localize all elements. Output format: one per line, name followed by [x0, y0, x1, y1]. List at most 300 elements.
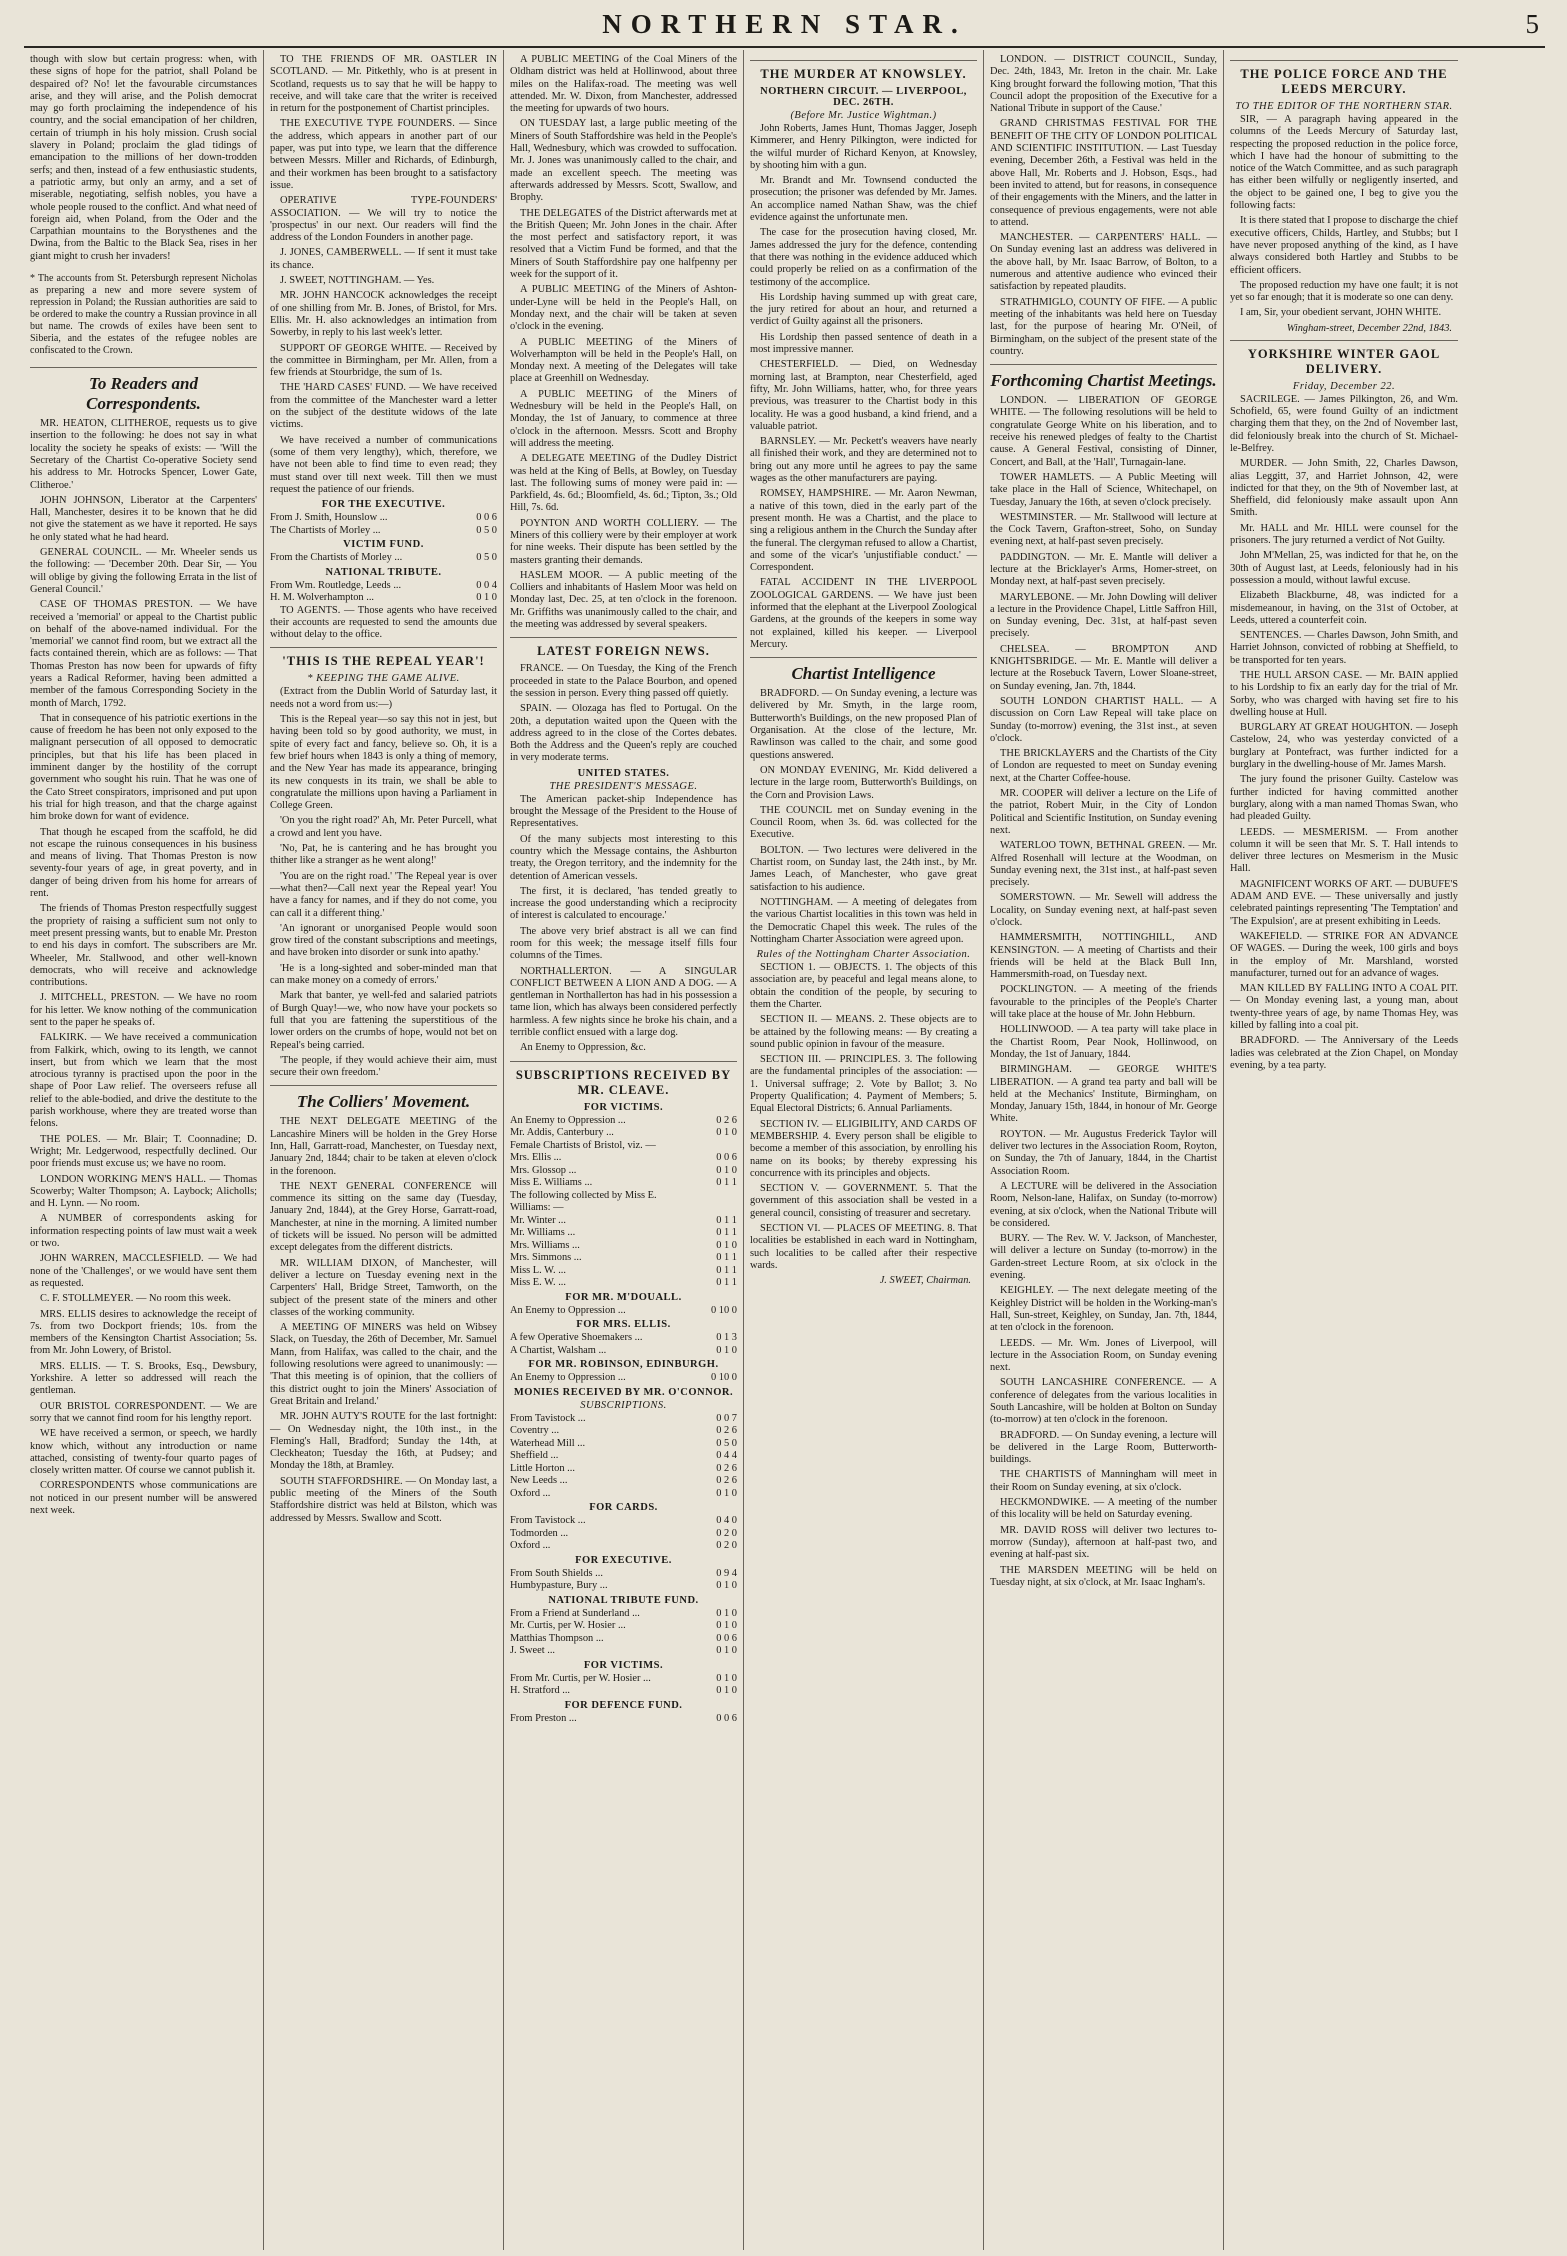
account-row: [510, 1345, 737, 1358]
meeting-notice: THE MARSDEN MEETING will be held on Tuesday night, at six o'clock, at Mr. Isaac Ingham's.: [990, 1564, 1217, 1588]
letter-paragraph: I am, Sir, your obedient servant, JOHN WHITE.: [1240, 307, 1442, 319]
court-report: John M'Mellan, 25, was indicted for that he, on the 30th of August last, at Leeds, feloniously had in his possession a mould, without lawful excuse.: [1230, 550, 1458, 586]
account-label: From Wm. Routledge, Leeds ...: [270, 579, 402, 591]
correspondent-note: CASE OF THOMAS PRESTON. — We have received a 'memorial' or appeal to the Chartist public on behalf of the above-named individual. For the 'memorial' we cannot find room, but we extract all the facts contained therein, which are as follows: — That Thomas Preston has now been for upwards of fifty years a Radical Reformer, having been admitted a member of the famous Corresponding Society in the month of March, 1792.: [30, 599, 257, 709]
article-paragraph: MR. JOHN AUTY'S ROUTE for the last fortnight: — On Wednesday night, the 10th inst., in the Fleming's Hall, Bradford; Sunday the 14th, at Cleckheaton; Tuesday the 16th, at Pudsey; and Monday the 18th, at Bramley.: [270, 1411, 497, 1472]
oconnor-account: [510, 1413, 737, 1501]
account-label: H. Stratford ...: [510, 1685, 571, 1697]
account-label: The Chartists of Morley ...: [270, 524, 381, 536]
correspondent-note: FALKIRK. — We have received a communication from Falkirk, which, owing to its length, we cannot insert, but from which we learn that the most atrocious tyranny is practised upon the poor in the shape of Poor Law relief. The overseers refuse all relief to the able-bodied, and drive the destitute to the parish workhouse, where they are treated worse than felons.: [30, 1032, 257, 1130]
notices-list: [270, 54, 497, 496]
account-label: Coventry ...: [510, 1425, 560, 1437]
correspondent-note: That though he escaped from the scaffold, he did not escape the ruinous consequences in his business and means of living. That Thomas Preston is now seventy-four years of age, in great poverty, and in danger of being driven from his home for arrears of rent.: [30, 826, 257, 900]
account-label: A few Operative Shoemakers ...: [510, 1332, 643, 1344]
account-row: [510, 1413, 737, 1426]
account-row: [510, 1633, 737, 1646]
account-amount: 0 2 6: [716, 1114, 737, 1126]
meeting-notice: MR. DAVID ROSS will deliver two lectures to-morrow (Sunday), afternoon at half-past two, and evening at half-past six.: [990, 1524, 1217, 1561]
account-row: [510, 1475, 737, 1488]
court-report: MURDER. — John Smith, 22, Charles Dawson, alias Leggitt, 37, and Harriet Johnson, 42, were indicted for that they, on the 9th of November last, at Sheffield, did feloniously make assault upon Ann Smith.: [1230, 458, 1458, 519]
account-amount: 0 1 0: [716, 1164, 737, 1176]
section-heading-readers: To Readers and Correspondents.: [30, 367, 257, 414]
article-paragraph: 'On you the right road?' Ah, Mr. Peter Purcell, what a crowd and lent you have.: [270, 815, 497, 839]
meeting-notice: HOLLINWOOD. — A tea party will take place in the Chartist Room, Pear Nook, Hollinwood, on Monday, the 1st of January, 1844.: [990, 1024, 1217, 1060]
london-reports: [990, 54, 1217, 358]
letter-paragraph: It is there stated that I propose to discharge the chief executive officers, Childs, Hartley, and Stubbs; but I have never proposed anything of the kind, as I have always considered both Hartley and Stubbs to be efficient officers.: [1230, 215, 1458, 276]
account-label: Miss E. W. ...: [510, 1277, 567, 1289]
news-paragraph: NORTHALLERTON. — A SINGULAR CONFLICT BETWEEN A LION AND A DOG. — A gentleman in Northallerton has had in his possession a tame lion, which has always been considered perfectly harmless. A few nights since he broke his chain, and a terrible conflict ensued with a large dog.: [510, 965, 737, 1039]
account-amount: 0 1 1: [716, 1227, 737, 1239]
mdouall-account: [510, 1305, 737, 1318]
account-row: [270, 525, 497, 538]
miners-meetings: [510, 54, 737, 631]
gaol-delivery-heading: YORKSHIRE WINTER GAOL DELIVERY.: [1230, 340, 1458, 377]
romsey-notice: ROMSEY, HAMPSHIRE. — Mr. Aaron Newman, a native of this town, died in the early part of the present month. He was a Chartist, and the place to sing a religious anthem in the Church the Sunday after the funeral. The clergyman refused to allow a Chartist, and some of the vicar's 'unjustifiable conduct.' — Correspondent.: [750, 488, 977, 574]
barnsley-notice: BARNSLEY. — Mr. Peckett's weavers have nearly all finished their work, and they are determined not to bring out any more until he agrees to pay the same wages as the other manufacturers are paying.: [750, 436, 977, 485]
account-row: [510, 1580, 737, 1593]
colliers-article: [270, 1116, 497, 1525]
national-tribute-heading: NATIONAL TRIBUTE.: [325, 566, 442, 578]
column-1: [24, 50, 264, 2250]
masthead: [24, 6, 1545, 48]
account-label: Mrs. Simmons ...: [510, 1252, 582, 1264]
account-row: [510, 1265, 737, 1278]
executive-fund-account: [510, 1568, 737, 1593]
account-row: [510, 1450, 737, 1463]
correspondents-notes: [30, 418, 257, 1517]
report-paragraph: LONDON. — DISTRICT COUNCIL, Sunday, Dec. 24th, 1843, Mr. Ireton in the chair. Mr. Lake King brought forward the following motion, 'That this Council adopt the proposition of the Executive for a National Tribute in support of the Cause.': [990, 54, 1217, 115]
meeting-report: ON TUESDAY last, a large public meeting of the Miners of South Staffordshire was held in the People's Hall, Wednesbury, which was crowded to suffocation. Mr. J. Jones was unanimously called to the chair, and made an excellent speech. The meeting was afterwards addressed by Messrs. Scott, Swallow, and Brophy.: [510, 118, 737, 204]
executive-fund-heading: FOR EXECUTIVE.: [575, 1554, 672, 1566]
gaol-delivery-reports: [1230, 394, 1458, 1072]
meeting-notice: HECKMONDWIKE. — A meeting of the number of this locality will be held on Saturday evening.: [990, 1497, 1217, 1521]
news-paragraph: An Enemy to Oppression, &c.: [520, 1042, 646, 1054]
meeting-notice: MARYLEBONE. — Mr. John Dowling will deliver a lecture in the Providence Chapel, Little Saffron Hill, on Sunday evening, Dec. 31st, at half-past seven precisely.: [990, 591, 1217, 640]
national-tribute-fund-heading: NATIONAL TRIBUTE FUND.: [548, 1594, 699, 1606]
meeting-notice: SOUTH LANCASHIRE CONFERENCE. — A conference of delegates from the various localities in South Lancashire, will be holden at Bolton on Sunday (to-morrow) at ten o'clock in the forenoon.: [990, 1377, 1217, 1426]
article-paragraph: 'You are on the right road.' 'The Repeal year is over—what then?—Call next year the Repeal year! You have a fancy for names, and if they do not come, you can call it a different thing.': [270, 870, 497, 919]
account-row: [270, 592, 497, 605]
account-label: Humbypasture, Bury ...: [510, 1580, 608, 1592]
account-row: [510, 1127, 737, 1140]
national-tribute-account: [270, 580, 497, 605]
account-label: From the Chartists of Morley ...: [270, 552, 403, 564]
notice: J. SWEET, NOTTINGHAM. — Yes.: [280, 275, 435, 287]
meeting-notice: TOWER HAMLETS. — A Public Meeting will take place in the Hall of Science, Whitechapel, on Tuesday, January the 16th, at seven o'clock precisely.: [990, 471, 1217, 508]
account-row: [510, 1177, 737, 1190]
news-paragraph: The above very brief abstract is all we can find room for this week; the message itself fills four columns of the Times.: [510, 925, 737, 962]
account-row: [510, 1488, 737, 1501]
account-row: [270, 552, 497, 565]
article-paragraph: 'The people, if they would achieve their aim, must secure their own freedom.': [270, 1054, 497, 1079]
victim-fund-heading: VICTIM FUND.: [343, 539, 424, 551]
account-amount: 0 10 0: [711, 1372, 737, 1384]
account-label: From Tavistock ...: [510, 1412, 586, 1424]
meeting-report: A PUBLIC MEETING of the Coal Miners of the Oldham district was held at Hollinwood, about three miles on the Halifax-road. The meeting was well attended. Mr. W. Dixon, from Manchester, addressed the meeting for upwards of two hours.: [510, 54, 737, 115]
robinson-account: [510, 1372, 737, 1385]
account-row: [510, 1215, 737, 1228]
correspondent-note: JOHN JOHNSON, Liberator at the Carpenters' Hall, Manchester, desires it to be known that he did not give the statement as we have it reported. He says he only stated what he had heard.: [30, 494, 257, 543]
account-amount: 0 1 1: [716, 1264, 737, 1276]
meeting-notice: WATERLOO TOWN, BETHNAL GREEN. — Mr. Alfred Rosenhall will lecture at the Woodman, on Sunday evening next, the 31st inst., at half-past seven precisely.: [990, 840, 1217, 889]
rule-paragraph: SECTION 1. — OBJECTS. 1. The objects of this association are, by peaceful and legal means alone, to obtain the condition of the people, by securing to them the Charter.: [750, 962, 977, 1010]
correspondent-note: MRS. ELLIS. — T. S. Brooks, Esq., Dewsbury, Yorkshire. A letter so addressed will reach the gentleman.: [30, 1360, 257, 1397]
account-amount: 0 1 0: [716, 1685, 737, 1697]
repeal-year-heading: 'THIS IS THE REPEAL YEAR'!: [270, 647, 497, 669]
report-paragraph: STRATHMIGLO, COUNTY OF FIFE. — A public meeting of the inhabitants was held here on Tuesday last, for the purpose of hearing Mr. O'Neil, of Birmingham, on the subject of the present state of the country.: [990, 296, 1217, 357]
account-amount: 0 1 0: [716, 1487, 737, 1499]
report-paragraph: THE COUNCIL met on Sunday evening in the Council Room, when 3s. 6d. was collected for the Executive.: [750, 804, 977, 841]
rule-paragraph: SECTION VI. — PLACES OF MEETING. 8. That localities be established in each ward in Nottingham, such localities to be called after their respective wards.: [750, 1223, 977, 1271]
account-row: [510, 1673, 737, 1686]
rule-paragraph: SECTION V. — GOVERNMENT. 5. That the government of this association shall be vested in a general council, consisting of treasurer and secretary.: [750, 1183, 977, 1219]
account-amount: 0 2 6: [716, 1475, 737, 1487]
account-label: New Leeds ...: [510, 1475, 568, 1487]
notice: J. JONES, CAMBERWELL. — If sent it must take its chance.: [270, 247, 497, 271]
account-row: [510, 1515, 737, 1528]
notice: MR. JOHN HANCOCK acknowledges the receipt of one shilling from Mr. B. Jones, of Bristol, for Mrs. Ellis. Mr. H. also acknowledges an intimation from Sowerby, in reply to his last week's letter.: [270, 290, 497, 339]
account-row: [510, 1165, 737, 1178]
account-label: An Enemy to Oppression ...: [510, 1372, 626, 1384]
account-label: Mr. Williams ...: [510, 1227, 576, 1239]
court-report: The jury found the prisoner Guilty. Castelow was further indicted for having committed another burglary, along with a man named Thomas Swan, who had pleaded Guilty.: [1230, 774, 1458, 823]
account-amount: [675, 1190, 737, 1215]
news-paragraph: Of the many subjects most interesting to this country which the Message contains, the Ashburton treaty, the Oregon territory, and the indemnity for the detention of American vessels.: [510, 833, 737, 882]
oconnor-subheading: SUBSCRIPTIONS.: [580, 1399, 667, 1411]
article-paragraph: THE NEXT DELEGATE MEETING of the Lancashire Miners will be holden in the Grey Horse Inn, Hall, Garratt-road, Manchester, on Tuesday next, January 2nd, 1844; chair to be taken at eleven o'clock in the forenoon.: [270, 1116, 497, 1177]
account-row: [510, 1277, 737, 1290]
account-label: From Mr. Curtis, per W. Hosier ...: [510, 1672, 651, 1684]
account-row: [510, 1438, 737, 1451]
notice: THE EXECUTIVE TYPE FOUNDERS. — Since the address, which appears in another part of our paper, was put into type, we learn that the difference between Messrs. Miller and Richards, of Edinburgh, and their workmen has been brought to a satisfactory issue.: [270, 118, 497, 191]
correspondent-note: That in consequence of his patriotic exertions in the cause of freedom he has been not only exposed to the malignant persecution of all opposed to democratic principles, but that his life has been placed in imminent danger by the hostility of the corrupt government who sought his ruin. That he was one of the Cato Street conspirators, imprisoned and put upon his trial for high treason, and that the charge against him broke down for want of evidence.: [30, 712, 257, 823]
notice: TO THE FRIENDS OF MR. OASTLER IN SCOTLAND. — Mr. Pitkethly, who is at present in Scotland, requests us to say that he will be happy to receive, and will take care that the writer is received in return for the postponement of Chartist principles.: [270, 54, 497, 115]
account-amount: 0 1 0: [476, 592, 497, 604]
meeting-notice: BIRMINGHAM. — GEORGE WHITE'S LIBERATION. — A grand tea party and ball will be held at the Mechanics' Institute, Birmingham, on Monday, January 15th, 1844, in honour of Mr. George White.: [990, 1064, 1217, 1125]
meeting-notice: LEEDS. — Mr. Wm. Jones of Liverpool, will lecture in the Association Room, on Sunday evening next.: [990, 1337, 1217, 1374]
presidents-message-heading: THE PRESIDENT'S MESSAGE.: [549, 780, 698, 792]
murder-judge: (Before Mr. Justice Wightman.): [790, 110, 937, 121]
meeting-notice: POCKLINGTON. — A meeting of the friends favourable to the principles of the People's Charter will take place at the house of Mr. John Hebburn.: [990, 984, 1217, 1021]
account-label: J. Sweet ...: [510, 1645, 556, 1657]
cleave-subscriptions: [510, 1115, 737, 1290]
rule-paragraph: SECTION II. — MEANS. 2. These objects are to be attained by the following means: — By creating a sound public opinion in favour of the measure.: [750, 1014, 977, 1050]
article-paragraph: The case for the prosecution having closed, Mr. James addressed the jury for the defence, contending that there was nothing in the evidence adduced which could properly be relied on as a confirmation of the testimony of the accomplice.: [750, 227, 977, 288]
account-row: [510, 1713, 737, 1726]
chesterfield-notice: CHESTERFIELD. — Died, on Wednesday morning last, at Brampton, near Chesterfield, aged fifty, Mr. John Williams, hatter, who, for three years previous, was treasurer to the Chartist body in this locality. He was a good husband, a kind friend, and a valuable patriot.: [750, 359, 977, 432]
court-report: BURGLARY AT GREAT HOUGHTON. — Joseph Castelow, 24, who was yesterday convicted of a burglary at Pontefract, was further indicted for a burglary in the dwelling-house of Mr. James Marsh.: [1230, 722, 1458, 771]
account-label: Mrs. Glossop ...: [510, 1164, 577, 1176]
account-amount: 0 0 4: [476, 579, 497, 591]
court-report: SACRILEGE. — James Pilkington, 26, and Wm. Schofield, 65, were found Guilty of an indictment charging them that they, on the 2nd of November last, did feloniously break into the church of St. Michael-le-Belfrey.: [1230, 393, 1458, 454]
meeting-report: THE DELEGATES of the District afterwards met at the British Queen; Mr. John Jones in the chair. After the most perfect and satisfactory report, it was resolved that a Victim Fund be formed, and that the Miners of South Staffordshire pay one halfpenny per week for the support of it.: [510, 207, 737, 281]
account-amount: 0 4 0: [716, 1515, 737, 1527]
account-label: Little Horton ...: [510, 1462, 575, 1474]
correspondent-note: WE have received a sermon, or speech, we hardly know which, without any introduction or name attached, consisting of twenty-four quarto pages of closely written matter. Of course we cannot publish it.: [30, 1428, 257, 1477]
account-amount: 0 1 3: [716, 1332, 737, 1344]
court-report: THE HULL ARSON CASE. — Mr. BAIN applied to his Lordship to fix an early day for the trial of Mr. Sorby, who was charged with having set fire to his dwelling house at Hull.: [1230, 669, 1458, 718]
article-paragraph: (Extract from the Dublin World of Saturday last, it needs not a word from us:—): [270, 686, 497, 710]
meeting-report: A PUBLIC MEETING of the Miners of Wolverhampton will be held in the People's Hall, on Monday next. A meeting of the Delegates will take place at Greenhill on Wednesday.: [510, 336, 737, 385]
account-amount: 0 2 6: [716, 1462, 737, 1474]
meeting-notice: SOMERSTOWN. — Mr. Sewell will address the Locality, on Sunday evening next, at half-past seven o'clock.: [990, 892, 1217, 928]
cards-account: [510, 1515, 737, 1553]
account-amount: 0 1 0: [716, 1672, 737, 1684]
court-report: SENTENCES. — Charles Dawson, John Smith, and Harriet Johnson, convicted of robbing at Sheffield, to be transported for ten years.: [1230, 630, 1458, 666]
robinson-heading: FOR MR. ROBINSON, EDINBURGH.: [528, 1359, 719, 1371]
account-amount: 0 0 7: [716, 1412, 737, 1424]
chartist-intelligence: [750, 688, 977, 946]
murder-article: [750, 123, 977, 356]
report-paragraph: GRAND CHRISTMAS FESTIVAL FOR THE BENEFIT OF THE CITY OF LONDON POLITICAL AND SCIENTIFIC INSTITUTION. — Last Tuesday evening, December 26th, a Festival was held in the above Hall, Mr. Roberts and J. Hobson, Esqs., had been invited to attend, but for reasons, in consequence of their engagements with the Miners, and the latter in consequence of previous engagements, were not able to attend.: [990, 118, 1217, 228]
account-row: [510, 1540, 737, 1553]
united-states-heading: UNITED STATES.: [577, 767, 670, 779]
police-letter-address: TO THE EDITOR OF THE NORTHERN STAR.: [1235, 101, 1453, 112]
correspondent-note: MRS. ELLIS desires to acknowledge the receipt of 7s. from two Dockport friends; 10s. from the members of the Kensington Chartist Association; 5s. from Mr. John Lowery, of Bristol.: [30, 1308, 257, 1357]
rules-heading: Rules of the Nottingham Charter Association.: [756, 949, 971, 961]
foreign-news: [510, 663, 737, 764]
account-amount: 0 9 4: [716, 1567, 737, 1579]
newspaper-title: NORTHERN STAR.: [602, 9, 967, 39]
account-label: Female Chartists of Bristol, viz. —: [510, 1139, 656, 1151]
account-amount: 0 1 0: [716, 1580, 737, 1592]
mrs-ellis-account: [510, 1332, 737, 1357]
account-label: A Chartist, Walsham ...: [510, 1344, 607, 1356]
meeting-notice: HAMMERSMITH, NOTTINGHILL, AND KENSINGTON. — A meeting of Chartists and their friends will be held at the Black Bull Inn, Hammersmith-road, on Tuesday next.: [990, 932, 1217, 981]
account-row: [510, 1620, 737, 1633]
account-amount: 0 0 6: [716, 1152, 737, 1164]
victims-account: [510, 1673, 737, 1698]
account-amount: 0 5 0: [476, 524, 497, 536]
defence-fund-account: [510, 1713, 737, 1726]
account-amount: 0 1 0: [716, 1239, 737, 1251]
court-report: MAN KILLED BY FALLING INTO A COAL PIT. — On Monday evening last, a young man, about twenty-three years of age, by name Thomas Hey, was killed by falling into a coal pit.: [1230, 983, 1458, 1031]
notice: We have received a number of communications (some of them very lengthy), which, therefore, we have not been able to find time to even read; they must stand over till next week. Till then we must request the patience of our friends.: [270, 434, 497, 495]
article-paragraph: Mr. Brandt and Mr. Townsend conducted the prosecution; the prisoner was defended by Mr. James. An accomplice named Nathan Shaw, was the chief evidence against the unfortunate men.: [750, 175, 977, 224]
account-label: Mr. Winter ...: [510, 1214, 566, 1226]
mrs-ellis-heading: FOR MRS. ELLIS.: [576, 1319, 671, 1331]
poland-article-ending: though with slow but certain progress: when, with these signs of hope for the patriot, shall Poland be despaired of? No! let the favourable circumstances arise, and they will arise, and the Polish democrat may go forth proclaiming the independence of his country, and the social emancipation of her children, certain of triumph in his holy mission. Crush social slavery in Poland; proclaim the glad tidings of emancipation to the millions of her down-trodden serfs; and then, instead of a few enthusiastic students, a patriotic army, but only an army, and a set of miserable, negotiating, selfish nobles, you have a whole people roused to the conflict. And what need of foreign aid, when Poland, from the Oder and the Carpathian mountains to the Borysthenes and the Dwina, from the Baltic to the Black Sea, rises in her giant might to crush her invaders!: [30, 54, 257, 262]
account-amount: 0 0 6: [476, 512, 497, 524]
account-row: [510, 1425, 737, 1438]
account-label: H. M. Wolverhampton ...: [270, 592, 375, 604]
account-label: From South Shields ...: [510, 1567, 603, 1579]
court-report: Mr. HALL and Mr. HILL were counsel for the prisoners. The jury returned a verdict of Not Guilty.: [1230, 522, 1458, 547]
meeting-notice: BRADFORD. — On Sunday evening, a lecture will be delivered in the Large Room, Butterworth-buildings.: [990, 1429, 1217, 1466]
account-row: [510, 1190, 737, 1215]
column-6: [1224, 50, 1464, 2250]
correspondent-note: C. F. STOLLMEYER. — No room this week.: [40, 1293, 231, 1305]
account-amount: 0 1 1: [716, 1277, 737, 1289]
correspondent-note: MR. HEATON, CLITHEROE, requests us to give insertion to the following: he does not say in what locality the society he speaks of exists: — 'Will the Secretary of the Chartist Co-operative Society send his address to Mr. Hotrocks Spencer, Lower Gate, Clitheroe.': [30, 418, 257, 491]
column-5: [984, 50, 1224, 2250]
account-label: The following collected by Miss E. Williams: —: [510, 1189, 657, 1214]
account-row: [510, 1463, 737, 1476]
subscriptions-heading: SUBSCRIPTIONS RECEIVED BY MR. CLEAVE.: [510, 1061, 737, 1098]
article-paragraph: THE NEXT GENERAL CONFERENCE will commence its sitting on the same day (Tuesday, January 2nd, 1844), at the Grey Horse, Garratt-road, Manchester, at nine in the morning. A limited number of tickets will be issued. No person will be admitted except delegates from the different districts.: [270, 1180, 497, 1254]
news-paragraph: The American packet-ship Independence has brought the Message of the President to the House of Representatives.: [510, 793, 737, 830]
repeal-year-subheading: * KEEPING THE GAME ALIVE.: [307, 673, 460, 685]
meeting-notice: PADDINGTON. — Mr. E. Mantle will deliver a lecture at the Bricklayer's Arms, Homer-street, on Monday next, at half-past seven precisely.: [990, 551, 1217, 588]
account-label: Miss E. Williams ...: [510, 1177, 593, 1189]
account-label: Sheffield ...: [510, 1450, 559, 1462]
meeting-notice: CHELSEA. — BROMPTON AND KNIGHTSBRIDGE. — Mr. E. Mantle will deliver a lecture at the Rosebuck Tavern, Lower Sloane-street, on Sunday evening, Jan. 7th, 1844.: [990, 643, 1217, 692]
correspondent-note: OUR BRISTOL CORRESPONDENT. — We are sorry that we cannot find room for his lengthy report.: [30, 1400, 257, 1424]
account-amount: 0 2 6: [716, 1425, 737, 1437]
national-tribute-fund-account: [510, 1608, 737, 1658]
account-label: From J. Smith, Hounslow ...: [270, 512, 388, 524]
chartist-intelligence-heading: Chartist Intelligence: [750, 657, 977, 684]
account-row: [270, 512, 497, 525]
account-amount: 0 2 0: [716, 1527, 737, 1539]
account-label: From a Friend at Sunderland ...: [510, 1607, 640, 1619]
executive-heading: FOR THE EXECUTIVE.: [321, 499, 446, 511]
account-amount: 0 1 0: [716, 1127, 737, 1139]
columns: [24, 50, 1545, 2250]
correspondent-note: GENERAL COUNCIL. — Mr. Wheeler sends us the following: — 'December 20th. Dear Sir, — You will oblige by giving the following Errata in the list of General Council.': [30, 547, 257, 595]
article-paragraph: John Roberts, James Hunt, Thomas Jagger, Joseph Kimmerer, and Henry Pilkington, were indicted for the wilful murder of Richard Kenyon, at Knowsley, by shooting him with a gun.: [750, 123, 977, 171]
article-paragraph: MR. WILLIAM DIXON, of Manchester, will deliver a lecture on Tuesday evening next in the Carpenters' Hall, Bridge Street, Tamworth, on the subject of the present state of the miners and other classes of the working community.: [270, 1257, 497, 1318]
account-row: [510, 1152, 737, 1165]
account-label: Mr. Curtis, per W. Hosier ...: [510, 1620, 626, 1632]
column-3: [504, 50, 744, 2250]
account-row: [510, 1568, 737, 1581]
account-row: [510, 1645, 737, 1658]
police-force-heading: THE POLICE FORCE AND THE LEEDS MERCURY.: [1230, 60, 1458, 97]
account-amount: 0 1 1: [716, 1252, 737, 1264]
colliers-heading: The Colliers' Movement.: [270, 1085, 497, 1112]
news-paragraph: SPAIN. — Olozaga has fled to Portugal. On the 20th, a deputation waited upon the Queen with the address agreed to in the close of the Cortes debates. Both the Address and the Queen's reply are couched in very moderate terms.: [510, 703, 737, 764]
account-label: Todmorden ...: [510, 1527, 569, 1539]
news-paragraph: The first, it is declared, 'has tended greatly to increase the good understanding which a reciprocity of interest is calculated to encourage.': [510, 885, 737, 922]
report-paragraph: BOLTON. — Two lectures were delivered in the Chartist room, on Sunday last, the 24th inst., by Mr. James Leach, of Manchester, who gave great satisfaction to his audience.: [750, 844, 977, 893]
forthcoming-meetings: [990, 395, 1217, 1589]
meeting-notice: A LECTURE will be delivered in the Association Room, Nelson-lane, Halifax, on Sunday (to-morrow) evening, at six o'clock, when the National Tribute will be considered.: [990, 1180, 1217, 1229]
account-row: [510, 1115, 737, 1128]
article-paragraph: 'An ignorant or unorganised People would soon grow tired of the constant subscriptions and meetings, and have broken into disorder or sunk into apathy.': [270, 922, 497, 959]
account-amount: 0 5 0: [716, 1437, 737, 1449]
column-4: [744, 50, 984, 2250]
column-2: [264, 50, 504, 2250]
account-amount: 0 10 0: [711, 1304, 737, 1316]
account-amount: 0 1 0: [716, 1620, 737, 1632]
meeting-notice: BURY. — The Rev. W. V. Jackson, of Manchester, will deliver a lecture on Sunday (to-morrow) in the Garden-street Lecture Room, at six o'clock in the evening.: [990, 1233, 1217, 1282]
correspondent-note: J. MITCHELL, PRESTON. — We have no room for his letter. We know nothing of the communication sent to the paper he speaks of.: [30, 992, 257, 1028]
account-label: An Enemy to Oppression ...: [510, 1114, 626, 1126]
meeting-notice: LONDON. — LIBERATION OF GEORGE WHITE. — The following resolutions will be held to congratulate George White on his liberation, and to receive his renewed pledges of fealty to the Chartist cause. A General Festival, consisting of Dinner, Concert, and Ball, at the 'Hall', Turnagain-lane.: [990, 395, 1217, 468]
miscellaneous-notes: [510, 966, 737, 1055]
rule-paragraph: SECTION IV. — ELIGIBILITY, AND CARDS OF MEMBERSHIP. 4. Every person shall be eligible to become a member of this association, by enrolling his name on its books; by thereby expressing his concurrence with its principles and objects.: [750, 1118, 977, 1179]
meeting-report: HASLEM MOOR. — A public meeting of the Colliers and inhabitants of Haslem Moor was held on Monday last, Dec. 25, at ten o'clock in the forenoon. Mr. Griffiths was unanimously called to the chair, and the meeting was addressed by several speakers.: [510, 569, 737, 631]
meeting-notice: SOUTH LONDON CHARTIST HALL. — A discussion on Corn Law Repeal will take place on Sunday (to-morrow) evening, the 31st inst., at seven o'clock.: [990, 695, 1217, 744]
letter-paragraph: SIR, — A paragraph having appeared in the columns of the Leeds Mercury of Saturday last, respecting the proposed reduction in the police force, which I have had the honour of submitting to the notice of the Watch Committee, and as such paragraph has either been wilfully or negligently inserted, and the object to be gained one, I beg to give you the following facts:: [1230, 114, 1458, 212]
meeting-notice: THE CHARTISTS of Manningham will meet in their Room on Sunday evening, at six o'clock.: [990, 1469, 1217, 1493]
account-amount: 0 5 0: [476, 552, 497, 564]
account-label: Mrs. Ellis ...: [510, 1152, 562, 1164]
article-paragraph: 'He is a long-sighted and sober-minded man that can make money on a comedy of errors.': [270, 962, 497, 987]
article-paragraph: A MEETING OF MINERS was held on Wibsey Slack, on Tuesday, the 26th of December, Mr. Samuel Mann, from Halifax, was called to the chair, and the following resolutions were agreed to unanimously: — 'That this meeting is of opinion, that the colliers of this district ought to join the Miners' Association of Great Britain and Ireland.': [270, 1322, 497, 1407]
correspondent-note: CORRESPONDENTS whose communications are not noticed in our present number will be answered next week.: [30, 1480, 257, 1516]
article-paragraph: SOUTH STAFFORDSHIRE. — On Monday last, a public meeting of the Miners of the South Staffordshire district was held at Bilston, which was addressed by Messrs. Swallow and Scott.: [270, 1475, 497, 1524]
murder-heading: THE MURDER AT KNOWSLEY.: [750, 60, 977, 82]
account-label: Miss L. W. ...: [510, 1264, 567, 1276]
account-label: An Enemy to Oppression ...: [510, 1304, 626, 1316]
account-row: [270, 580, 497, 593]
account-amount: 0 0 6: [716, 1712, 737, 1724]
report-paragraph: NOTTINGHAM. — A meeting of delegates from the various Chartist localities in this town was held in the Democratic Chapel this week. The rules of the Nottingham Charter Association were agreed upon.: [750, 896, 977, 945]
repeal-article: [270, 686, 497, 1079]
meeting-notice: THE BRICKLAYERS and the Chartists of the City of London are requested to meet on Sunday evening next, at the Charter Coffee-house.: [990, 748, 1217, 784]
report-paragraph: ON MONDAY EVENING, Mr. Kidd delivered a lecture in the large room, Butterworth's Buildings, on the Corn and Provision Laws.: [750, 764, 977, 801]
executive-account: [270, 512, 497, 537]
notice: OPERATIVE TYPE-FOUNDERS' ASSOCIATION. — We will try to notice the 'prospectus' in our next. Our readers will find the address of the London Founders in another page.: [270, 195, 497, 244]
oconnor-heading: MONIES RECEIVED BY MR. O'CONNOR.: [513, 1386, 734, 1398]
meeting-notice: KEIGHLEY. — The next delegate meeting of the Keighley District will be holden in the Working-man's Hall, Sun-street, Keighley, on Sunday, Jan. 7th, 1844, at ten o'clock in the forenoon.: [990, 1285, 1217, 1334]
account-amount: [675, 1140, 737, 1153]
account-label: From Tavistock ...: [510, 1515, 586, 1527]
account-label: Waterhead Mill ...: [510, 1437, 586, 1449]
account-row: [510, 1305, 737, 1318]
account-amount: 0 4 4: [716, 1450, 737, 1462]
account-row: [510, 1227, 737, 1240]
account-row: [510, 1685, 737, 1698]
foreign-news-heading: LATEST FOREIGN NEWS.: [510, 637, 737, 659]
article-paragraph: His Lordship then passed sentence of death in a most impressive manner.: [750, 331, 977, 356]
account-amount: 0 2 0: [716, 1540, 737, 1552]
victim-fund-account: [270, 552, 497, 565]
notice: THE 'HARD CASES' FUND. — We have received from the committee of the Manchester ward a letter on the subject of the destitute widows of the late victims.: [270, 382, 497, 431]
meeting-report: A DELEGATE MEETING of the Dudley District was held at the King of Bells, at Bowley, on Tuesday last. The following sums of money were paid in: — Parkfield, 4s. 6d.; Bloomfield, 4s. 6d.; Tipton, 3s.; Old Hill, 7s. 6d.: [510, 453, 737, 514]
account-label: Mr. Addis, Canterbury ...: [510, 1127, 614, 1139]
report-paragraph: BRADFORD. — On Sunday evening, a lecture was delivered by Mr. Smyth, in the large room, Butterworth's Buildings, on the new proposed Plan of Organisation. At the close of the lecture, Mr. Rawlinson was called to the chair, and some good questions answered.: [750, 688, 977, 761]
mdouall-heading: FOR MR. M'DOUALL.: [565, 1291, 682, 1303]
rules-signature: J. SWEET, Chairman.: [879, 1275, 971, 1287]
article-paragraph: 'No, Pat, he is cantering and he has brought you thither like a stranger as he went along!': [270, 843, 497, 867]
account-row: [510, 1372, 737, 1385]
correspondent-note: JOHN WARREN, MACCLESFIELD. — We had none of the 'Challenges', or we would have sent them as requested.: [30, 1253, 257, 1289]
account-amount: 0 1 0: [716, 1645, 737, 1657]
correspondent-note: The friends of Thomas Preston respectfully suggest the propriety of raising a sufficient sum not only to meet present pressing wants, but to enable Mr. Preston to end his days in comfort. The subscribers are Mr. Wheeler, Mr. Stallwood, and other well-known democrats, who will receive and acknowledge contributions.: [30, 903, 257, 989]
police-letter-date: Wingham-street, December 22nd, 1843.: [1286, 322, 1452, 334]
account-row: [510, 1140, 737, 1153]
meeting-report: POYNTON AND WORTH COLLIERY. — The Miners of this colliery were by their employer at work for nine weeks. Their dispute has been settled by the masters granting their demands.: [510, 517, 737, 566]
letter-paragraph: The proposed reduction my have one fault; it is not yet so far enough; that it is moderate so one can deny.: [1230, 279, 1458, 304]
court-report: BRADFORD. — The Anniversary of the Leeds ladies was celebrated at the Zion Chapel, on Monday evening, by a tea party.: [1230, 1035, 1458, 1071]
meeting-notice: ROYTON. — Mr. Augustus Frederick Taylor will deliver two lectures in the Association Room, Royton, on Sunday, the 7th of January, 1844, in the Chartist Association Room.: [990, 1128, 1217, 1177]
rules-list: [750, 962, 977, 1272]
account-row: [510, 1240, 737, 1253]
united-states-news: [510, 794, 737, 963]
police-letter: [1230, 114, 1458, 320]
cards-heading: FOR CARDS.: [589, 1502, 658, 1514]
news-paragraph: FRANCE. — On Tuesday, the King of the French proceeded in state to the Palace Bourbon, and opened the session in person. Every thing passed off quietly.: [510, 663, 737, 699]
court-report: Elizabeth Blackburne, 48, was indicted for a misdemeanour, in having, on the 31st of October, at Leeds, uttered a counterfeit coin.: [1230, 590, 1458, 626]
forthcoming-meetings-heading: Forthcoming Chartist Meetings.: [990, 364, 1217, 391]
account-row: [510, 1252, 737, 1265]
correspondent-note: THE POLES. — Mr. Blair; T. Coonnadine; D. Wright; Mr. Ledgerwood, respectfully declined. Our poor friends must excuse us; we have no room.: [30, 1133, 257, 1170]
fatal-accident-notice: FATAL ACCIDENT IN THE LIVERPOOL ZOOLOGICAL GARDENS. — We have just been informed that the elephant at the Liverpool Zoological Gardens, at the grounds of the keepers in some way not explained, killed his keeper. — Liverpool Mercury.: [750, 577, 977, 650]
meeting-report: A PUBLIC MEETING of the Miners of Ashton-under-Lyne will be held in the People's Hall, on Monday next, and the chair will be taken at seven o'clock in the evening.: [510, 284, 737, 333]
article-paragraph: His Lordship having summed up with great care, the jury retired for about an hour, and returned a verdict of Guilty against all the prisoners.: [750, 291, 977, 328]
court-report: LEEDS. — MESMERISM. — From another column it will be seen that Mr. S. T. Hall intends to deliver three lectures on Mesmerism in the Music Hall.: [1230, 826, 1458, 875]
account-amount: 0 1 1: [716, 1177, 737, 1189]
report-paragraph: MANCHESTER. — CARPENTERS' HALL. — On Sunday evening last an address was delivered in the above hall, by Mr. Isaac Barrow, of Bolton, to a numerous and attentive audience who evinced their satisfaction by repeated plaudits.: [990, 232, 1217, 293]
footnote: * The accounts from St. Petersburgh represent Nicholas as preparing a new and more severe system of repression in Poland; the Russian authorities are said to be ordered to make the country a Russian province in all but name. The crowds of exiles have been sent to Siberia, and the estates of the refugee nobles are confiscated to the Crown.: [30, 273, 257, 357]
meeting-notice: WESTMINSTER. — Mr. Stallwood will lecture at the Cock Tavern, Grafton-street, Soho, on Sunday evening next, at half-past seven precisely.: [990, 511, 1217, 548]
account-row: [510, 1528, 737, 1541]
account-label: Oxford ...: [510, 1540, 551, 1552]
correspondent-note: LONDON WORKING MEN'S HALL. — Thomas Scowerby; Walter Thompson; A. Laybock; Alicholls; and H. Lynn. — No room.: [30, 1173, 257, 1210]
